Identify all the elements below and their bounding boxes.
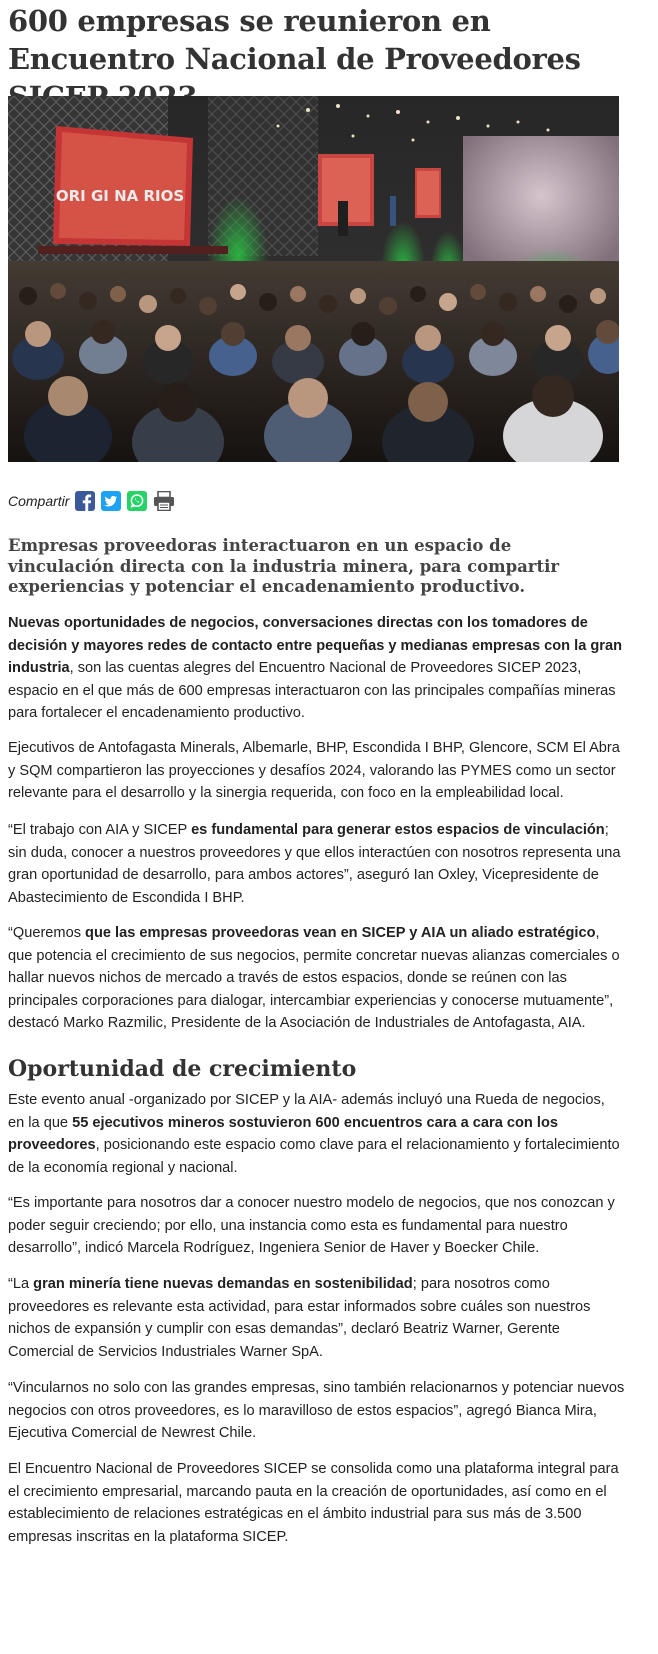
article-lead: Empresas proveedoras interactuaron en un espacio de vinculación directa con la industria minera, para compartir experiencias y potenciar el encadenamiento productivo. [8, 536, 560, 596]
paragraph-1-bold: Nuevas oportunidades de negocios, conversaciones directas con los tomadores de decisión y mayores redes de contacto entre pequeñas y medianas empresas con la gran industria [8, 615, 622, 676]
paragraph-4-bold: que las empresas proveedoras vean en SICEP y AIA un aliado estratégico [85, 925, 596, 941]
paragraph-1 [8, 612, 625, 725]
hero-image [8, 96, 619, 462]
paragraph-7-bold: gran minería tiene nuevas demandas en sostenibilidad [33, 1276, 413, 1292]
share-bar [8, 488, 181, 514]
paragraph-3-pre: “El trabajo con AIA y SICEP [8, 822, 192, 838]
paragraph-7-text: ; para nosotros como proveedores es relevante esta actividad, para estar informados sobre cuáles son nuestros nichos de expansión y cumplir con esas demandas”, declaró Beatriz Warner, Gerente Comercial de Servicios Industriales Warner SpA. [8, 1276, 591, 1360]
print-icon[interactable] [153, 491, 175, 511]
facebook-icon[interactable] [75, 491, 95, 511]
paragraph-4-pre: “Queremos [8, 925, 86, 941]
paragraph-7 [8, 1273, 625, 1363]
paragraph-6: “Es importante para nosotros dar a conocer nuestro modelo de negocios, que nos conozcan y poder seguir creciendo; por ello, una instancia como esta es fundamental para nuestro desarrollo”, indicó Marcela Rodríguez, Ingeniera Senior de Haver y Boecker Chile. [8, 1195, 615, 1256]
paragraph-5-pre: Este evento anual -organizado por SICEP y la AIA- además incluyó una Rueda de negocios, en la que [8, 1092, 605, 1131]
paragraph-5 [8, 1089, 625, 1179]
paragraph-3 [8, 819, 625, 909]
section-heading: Oportunidad de crecimiento [8, 1056, 357, 1082]
article-title: 600 empresas se reunieron en Encuentro Nacional de Proveedores [8, 4, 581, 76]
twitter-icon[interactable] [101, 491, 121, 511]
paragraph-7-pre: “La [8, 1276, 34, 1292]
paragraph-1-text: , son las cuentas alegres del Encuentro Nacional de Proveedores SICEP 2023, espacio en el que más de 600 empresas interactuaron con las principales compañías mineras para fortalecer el encadenamiento productivo. [8, 660, 616, 721]
paragraph-5-text: , posicionando este espacio como clave para el relacionamiento y fortalecimiento de la economía regional y nacional. [8, 1137, 620, 1176]
paragraph-3-bold: es fundamental para generar estos espacios de vinculación [191, 822, 605, 838]
whatsapp-icon[interactable] [127, 491, 147, 511]
paragraph-3-text: ; sin duda, conocer a nuestros proveedores y que ellos interactúen con nosotros representa una gran oportunidad de desarrollo, para ambos actores”, aseguró Ian Oxley, Vicepresidente de Abastecimiento de Escondida I BHP. [8, 822, 621, 906]
paragraph-8: “Vincularnos no solo con las grandes empresas, sino también relacionarnos y potenciar nuevos negocios con otros proveedores, es lo maravilloso de estos espacios”, agregó Bianca Mira, Ejecutiva Comercial de Newrest Chile. [8, 1380, 625, 1441]
paragraph-5-bold: 55 ejecutivos mineros sostuvieron 600 encuentros cara a cara con los proveedores [8, 1114, 558, 1153]
share-label: Compartir [8, 493, 70, 509]
paragraph-4 [8, 922, 625, 1035]
paragraph-9: El Encuentro Nacional de Proveedores SICEP se consolida como una plataforma integral para el crecimiento empresarial, marcando pauta en la creación de oportunidades, así como en el establecimiento de relaciones estratégicas en el ámbito industrial para sus más de 3.500 empresas inscritas en la plataforma SICEP. [8, 1461, 619, 1545]
screen-text: ORI GI NA RIOS [55, 187, 185, 205]
paragraph-2: Ejecutivos de Antofagasta Minerals, Albemarle, BHP, Escondida I BHP, Glencore, SCM El Abra y SQM compartieron las proyecciones y desafíos 2024, valorando las PYMES como un sector relevante para el desarrollo y la sinergia requerida, con foco en la empleabilidad local. [8, 740, 620, 801]
paragraph-4-text: , que potencia el crecimiento de sus negocios, permite concretar nuevas alianzas comerciales o hallar nuevos nichos de mercado a través de estos espacios, donde se reúnen con las principales corporaciones para dialogar, intercambiar experiencias y conocerse mutuamente”, destacó Marko Razmilic, Presidente de la Asociación de Industriales de Antofagasta, AIA. [8, 925, 620, 1031]
